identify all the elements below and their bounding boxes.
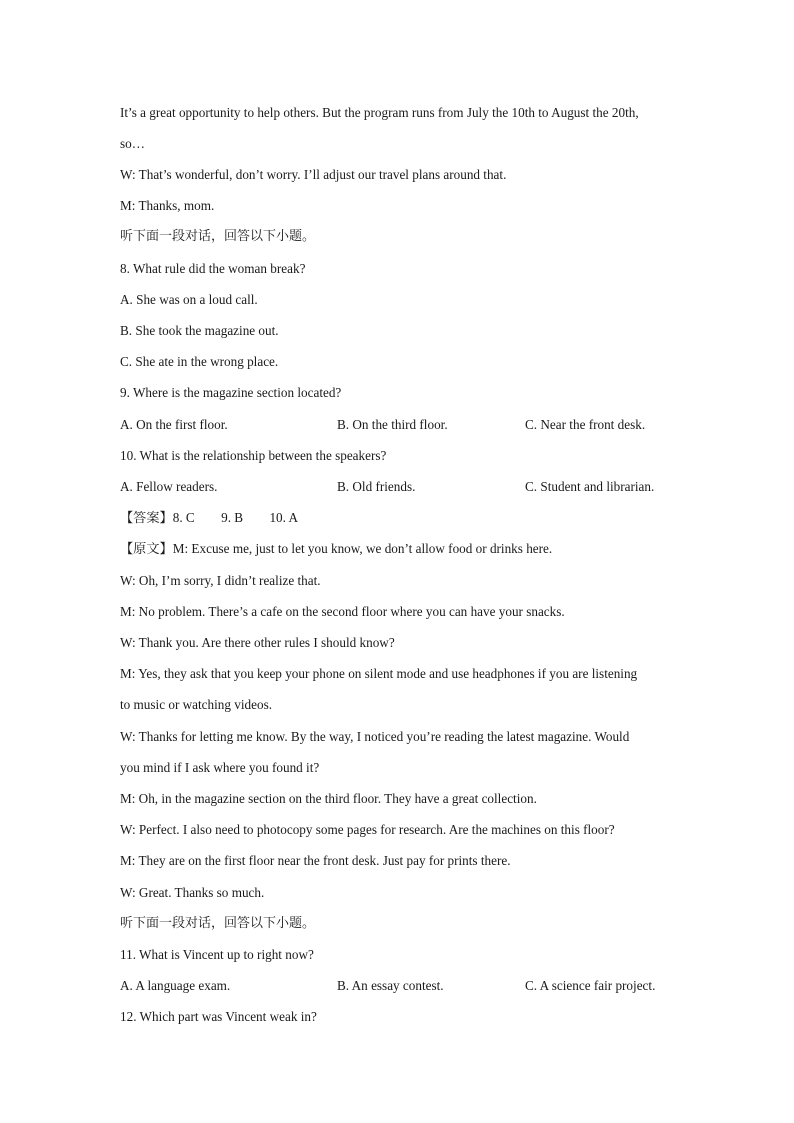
question-9: 9. Where is the magazine section located? [120,385,342,400]
option-9a: A. On the first floor. [120,417,228,432]
transcript-line: M: Yes, they ask that you keep your phone on silent mode and use headphones if you are listening [120,666,638,681]
transcript-line: W: Oh, I’m sorry, I didn’t realize that. [120,573,321,588]
transcript-line: W: Great. Thanks so much. [120,885,265,900]
transcript-line: It’s a great opportunity to help others. But the program runs from July the 10th to August the 20th, [120,105,639,120]
transcript-line: M: They are on the first floor near the front desk. Just pay for prints there. [120,853,511,868]
transcript-line: you mind if I ask where you found it? [120,760,320,775]
option-9b: B. On the third floor. [337,417,448,432]
option-8b: B. She took the magazine out. [120,323,279,338]
option-11c: C. A science fair project. [525,978,656,993]
transcript-line: M: No problem. There’s a cafe on the second floor where you can have your snacks. [120,604,565,619]
option-10c: C. Student and librarian. [525,479,655,494]
transcript-line: so… [120,136,145,151]
option-11b: B. An essay contest. [337,978,444,993]
option-10b: B. Old friends. [337,479,416,494]
option-11a: A. A language exam. [120,978,231,993]
transcript-line: M: Thanks, mom. [120,198,215,213]
option-8c: C. She ate in the wrong place. [120,354,279,369]
option-10a: A. Fellow readers. [120,479,218,494]
option-8a: A. She was on a loud call. [120,292,258,307]
transcript-line: M: Oh, in the magazine section on the third floor. They have a great collection. [120,791,537,806]
section-instruction: 听下面一段对话，回答以下小题。 [120,229,316,244]
answer-key: 【答案】8. C 9. B 10. A [120,510,299,525]
transcript-line: 【原文】M: Excuse me, just to let you know, we don’t allow food or drinks here. [120,541,553,556]
transcript-line: to music or watching videos. [120,697,272,712]
question-11: 11. What is Vincent up to right now? [120,947,314,962]
transcript-line: W: Thank you. Are there other rules I should know? [120,635,395,650]
option-9c: C. Near the front desk. [525,417,646,432]
section-instruction: 听下面一段对话，回答以下小题。 [120,916,316,931]
transcript-line: W: Thanks for letting me know. By the way, I noticed you’re reading the latest magazine. Would [120,729,630,744]
transcript-line: W: That’s wonderful, don’t worry. I’ll adjust our travel plans around that. [120,167,507,182]
transcript-line: W: Perfect. I also need to photocopy some pages for research. Are the machines on this floor? [120,822,615,837]
question-10: 10. What is the relationship between the speakers? [120,448,387,463]
question-8: 8. What rule did the woman break? [120,261,306,276]
question-12: 12. Which part was Vincent weak in? [120,1009,317,1024]
